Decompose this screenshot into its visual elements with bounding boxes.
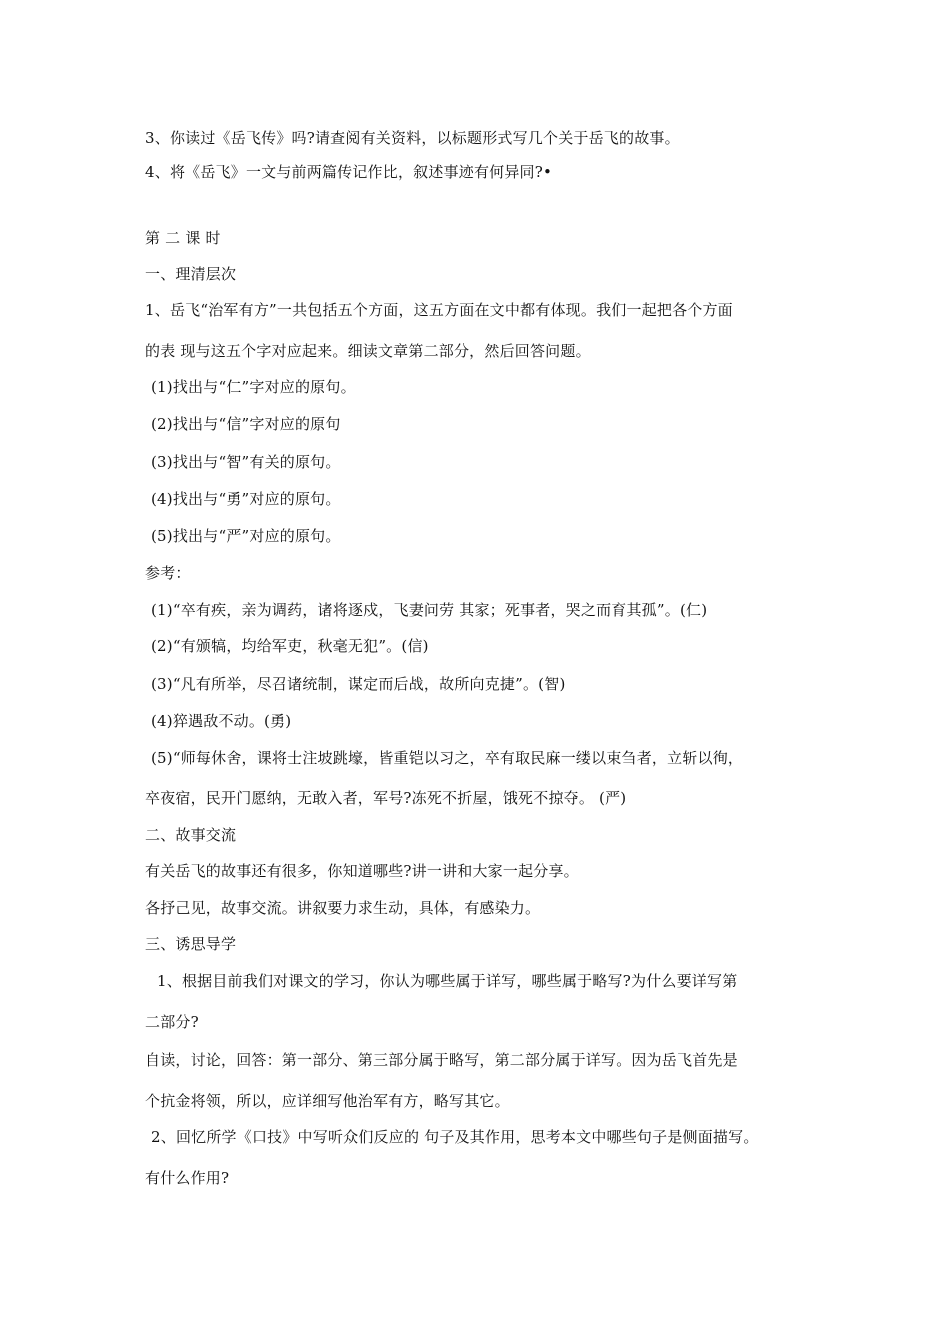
answer-item: (3)“凡有所举，尽召诸统制，谋定而后战，故所向克捷”。(智): [151, 675, 566, 693]
paragraph-line: 有关岳飞的故事还有很多，你知道哪些?讲一讲和大家一起分享。: [145, 862, 579, 880]
section-heading-3: 三、诱思导学: [145, 935, 237, 953]
question-item-continued: 二部分?: [145, 1013, 199, 1031]
section-heading-2: 二、故事交流: [145, 826, 237, 844]
list-item: (1)找出与“仁”字对应的原句。: [151, 378, 356, 396]
lesson-title: 第 二 课 时: [145, 229, 221, 247]
answer-item: (1)“卒有疾，亲为调药，诸将逐戍，飞妻问劳 其家；死事者，哭之而育其孤”。(仁): [151, 601, 708, 619]
answer-item: (4)猝遇敌不动。(勇): [151, 712, 292, 730]
list-item: (2)找出与“信”字对应的原句: [151, 415, 341, 433]
answer-paragraph: 个抗金将领，所以，应详细写他治军有方，略写其它。: [145, 1092, 510, 1110]
question-item: 1、根据目前我们对课文的学习，你认为哪些属于详写，哪些属于略写?为什么要详写第: [157, 972, 738, 990]
question-4: 4、将《岳飞》一文与前两篇传记作比，叙述事迹有何异同?•: [145, 163, 553, 181]
list-item: (4)找出与“勇”对应的原句。: [151, 490, 341, 508]
answer-item: (5)“师每休舍，课将士注坡跳壕，皆重铠以习之，卒有取民麻一缕以束刍者，立斩以徇，: [151, 749, 744, 767]
answer-item-continued: 卒夜宿，民开门愿纳，无敢入者，军号?冻死不折屋，饿死不掠夺。 (严): [145, 789, 627, 807]
question-item: 2、回忆所学《口技》中写听众们反应的 句子及其作用，思考本文中哪些句子是侧面描写。: [151, 1128, 759, 1146]
answer-paragraph: 自读，讨论，回答：第一部分、第三部分属于略写，第二部分属于详写。因为岳飞首先是: [145, 1051, 738, 1069]
answer-item: (2)“有颁犒，均给军吏，秋毫无犯”。(信): [151, 637, 429, 655]
paragraph-line: 各抒己见，故事交流。讲叙要力求生动，具体，有感染力。: [145, 899, 541, 917]
paragraph-line: 的表 现与这五个字对应起来。细读文章第二部分，然后回答问题。: [145, 342, 591, 360]
section-heading-1: 一、理清层次: [145, 265, 237, 283]
paragraph-line: 1、岳飞“治军有方”一共包括五个方面，这五方面在文中都有体现。我们一起把各个方面: [145, 301, 733, 319]
question-item-continued: 有什么作用?: [145, 1169, 230, 1187]
question-3: 3、你读过《岳飞传》吗?请查阅有关资料，以标题形式写几个关于岳飞的故事。: [145, 129, 680, 147]
list-item: (3)找出与“智”有关的原句。: [151, 453, 341, 471]
list-item: (5)找出与“严”对应的原句。: [151, 527, 341, 545]
reference-label: 参考：: [145, 564, 191, 582]
